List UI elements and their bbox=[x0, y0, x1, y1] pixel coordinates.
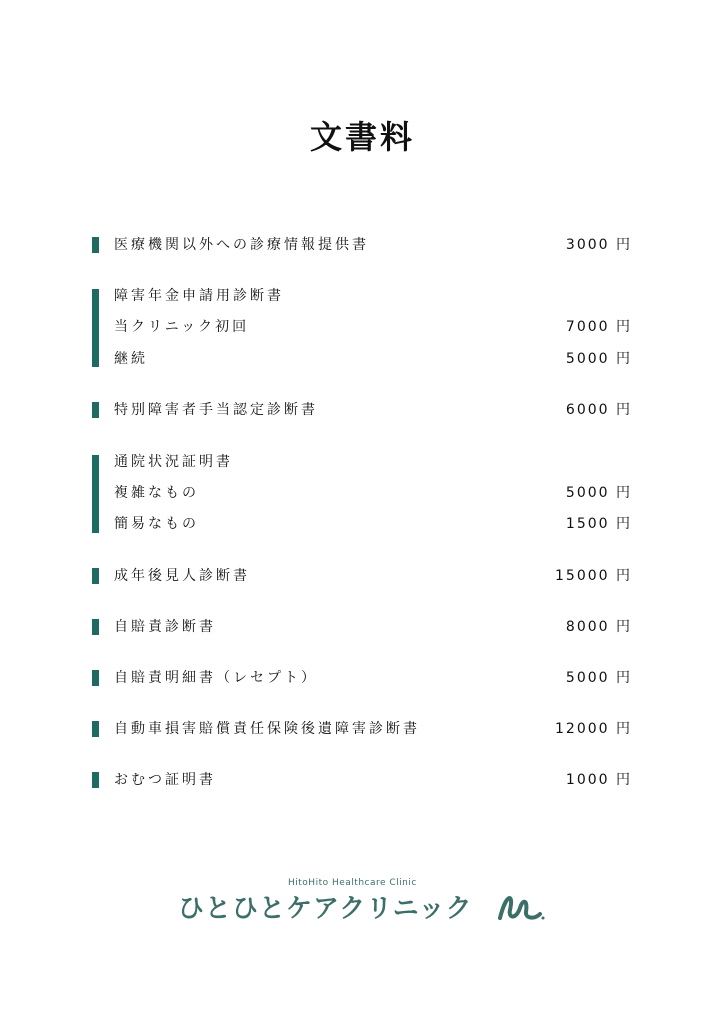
page-title: 文書料 bbox=[309, 118, 415, 156]
fee-label: 特別障害者手当認定診断書 bbox=[114, 402, 318, 418]
fee-label: 障害年金申請用診断書 bbox=[114, 288, 284, 304]
logo-subtitle: HitoHito Healthcare Clinic bbox=[288, 878, 417, 888]
row-marker bbox=[92, 237, 99, 253]
row-marker bbox=[92, 670, 99, 686]
fee-row bbox=[92, 513, 632, 535]
fee-row bbox=[92, 565, 632, 587]
fee-label: 自動車損害賠償責任保険後遺障害診断書 bbox=[114, 721, 420, 737]
fee-label: 通院状況証明書 bbox=[114, 454, 233, 470]
fee-row bbox=[92, 451, 632, 473]
fee-row bbox=[92, 482, 632, 504]
fee-label: 成年後見人診断書 bbox=[114, 568, 250, 584]
fee-label: 簡易なもの bbox=[114, 516, 199, 532]
fee-label: おむつ証明書 bbox=[114, 772, 216, 788]
fee-price: 5000 円 bbox=[565, 485, 632, 501]
fee-price: 7000 円 bbox=[565, 319, 632, 335]
fee-label: 複雑なもの bbox=[114, 485, 199, 501]
fee-label: 自賠責明細書（レセプト） bbox=[114, 670, 318, 686]
fee-price: 8000 円 bbox=[565, 619, 632, 635]
clinic-logo bbox=[178, 878, 548, 928]
logo-name: ひとひとケアクリニック bbox=[178, 894, 473, 924]
fee-row bbox=[92, 285, 632, 307]
row-marker bbox=[92, 402, 99, 418]
row-marker bbox=[92, 721, 99, 737]
logo-mark-icon bbox=[496, 890, 546, 924]
fee-row bbox=[92, 769, 632, 791]
fee-label: 継続 bbox=[114, 351, 148, 367]
fee-price: 5000 円 bbox=[565, 351, 632, 367]
fee-price: 6000 円 bbox=[565, 402, 632, 418]
fee-row bbox=[92, 718, 632, 740]
fee-price: 12000 円 bbox=[555, 721, 632, 737]
fee-row bbox=[92, 399, 632, 421]
fee-row bbox=[92, 616, 632, 638]
fee-label: 当クリニック初回 bbox=[114, 319, 250, 335]
row-marker bbox=[92, 568, 99, 584]
fee-row bbox=[92, 234, 632, 256]
fee-row bbox=[92, 667, 632, 689]
fee-price: 3000 円 bbox=[565, 237, 632, 253]
fee-label: 自賠責診断書 bbox=[114, 619, 216, 635]
fee-price: 15000 円 bbox=[555, 568, 632, 584]
fee-row bbox=[92, 316, 632, 338]
row-marker bbox=[92, 619, 99, 635]
fee-price: 1000 円 bbox=[565, 772, 632, 788]
fee-price: 1500 円 bbox=[565, 516, 632, 532]
fee-label: 医療機関以外への診療情報提供書 bbox=[114, 237, 369, 253]
fee-price: 5000 円 bbox=[565, 670, 632, 686]
row-marker bbox=[92, 772, 99, 788]
fee-row bbox=[92, 348, 632, 370]
